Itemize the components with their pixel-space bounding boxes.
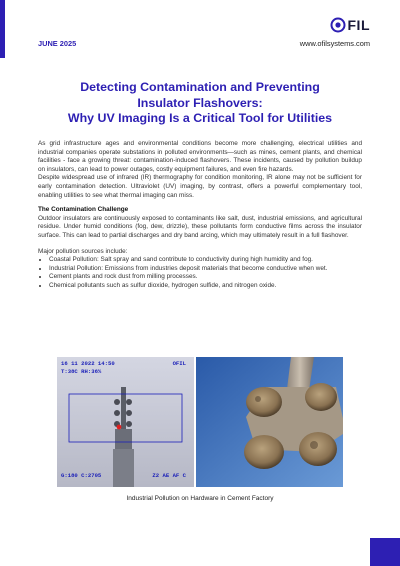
insulator-photo-graphic — [196, 357, 343, 487]
intro-paragraph-1: As grid infrastructure ages and environmental conditions become more challenging, electrical utilities and industrial companies operate substations in polluted environments—such as mines, cement plants, and chemical facilities - face a growing threat: contamination-induced flashovers. These incidents, caused by pollution buildup on insulators, can lead to power outages, costly equipment failures, and even fire hazards. — [38, 140, 362, 173]
list-item: • Cement plants and rock dust from milling processes. — [49, 273, 362, 282]
ofil-logo — [330, 17, 371, 33]
title-line-2: Insulator Flashovers: — [137, 95, 263, 110]
list-item: • Coastal Pollution: Salt spray and sand contribute to conductivity during high humidity and fog. — [49, 256, 362, 265]
osd-brand: OFIL — [172, 360, 186, 367]
header-row — [38, 39, 370, 48]
osd-conditions: T:38C RH:36% — [61, 368, 102, 375]
intro-paragraph-2: Despite widespread use of infrared (IR) thermography for condition monitoring, IR alone may not be sufficient for early contamination detection. Ultraviolet (UV) imaging, by contrast, offers a powerful complementary tool, enabling utilities to see what thermal imaging can miss. — [38, 174, 362, 199]
title-line-1: Detecting Contamination and Preventing — [80, 80, 320, 94]
logo-mark-icon — [330, 17, 346, 33]
pollution-sources-list — [38, 256, 362, 290]
uv-camera-image — [57, 357, 194, 487]
issue-date: JUNE 2025 — [38, 39, 77, 48]
corner-accent-block — [370, 538, 400, 566]
left-accent-bar — [0, 0, 5, 58]
list-item: • Chemical pollutants such as sulfur dioxide, hydrogen sulfide, and nitrogen oxide. — [49, 282, 362, 291]
section-paragraph: Outdoor insulators are continuously exposed to contaminants like salt, dust, industrial emissions, and agricultural residue. Under humid conditions (fog, dew, drizzle), these pollutants form conductive films across the insulator surface. This can lead to partial discharges and dry band arcing, which may ultimately result in a full flashover. — [38, 214, 362, 239]
section-heading: The Contamination Challenge — [38, 206, 129, 214]
list-intro: Major pollution sources include: — [38, 247, 128, 255]
figure — [57, 357, 343, 487]
osd-settings: Z2 AE AF C — [152, 472, 186, 479]
osd-gain: G:180 C:2705 — [61, 472, 102, 479]
article-body — [38, 140, 362, 291]
title-line-3: Why UV Imaging Is a Critical Tool for Utilities — [67, 111, 333, 125]
figure-caption: Industrial Pollution on Hardware in Cement Factory — [126, 495, 274, 502]
website-link[interactable]: www.ofilsystems.com — [299, 39, 370, 48]
list-item: • Industrial Pollution: Emissions from industries deposit materials that become conductive when wet. — [49, 265, 362, 274]
osd-timestamp: 16 11 2022 14:50 — [61, 360, 115, 367]
uv-scene-graphic — [57, 357, 194, 487]
insulator-closeup-photo — [196, 357, 343, 487]
logo-text: FIL — [347, 17, 370, 33]
page-title — [30, 80, 370, 127]
